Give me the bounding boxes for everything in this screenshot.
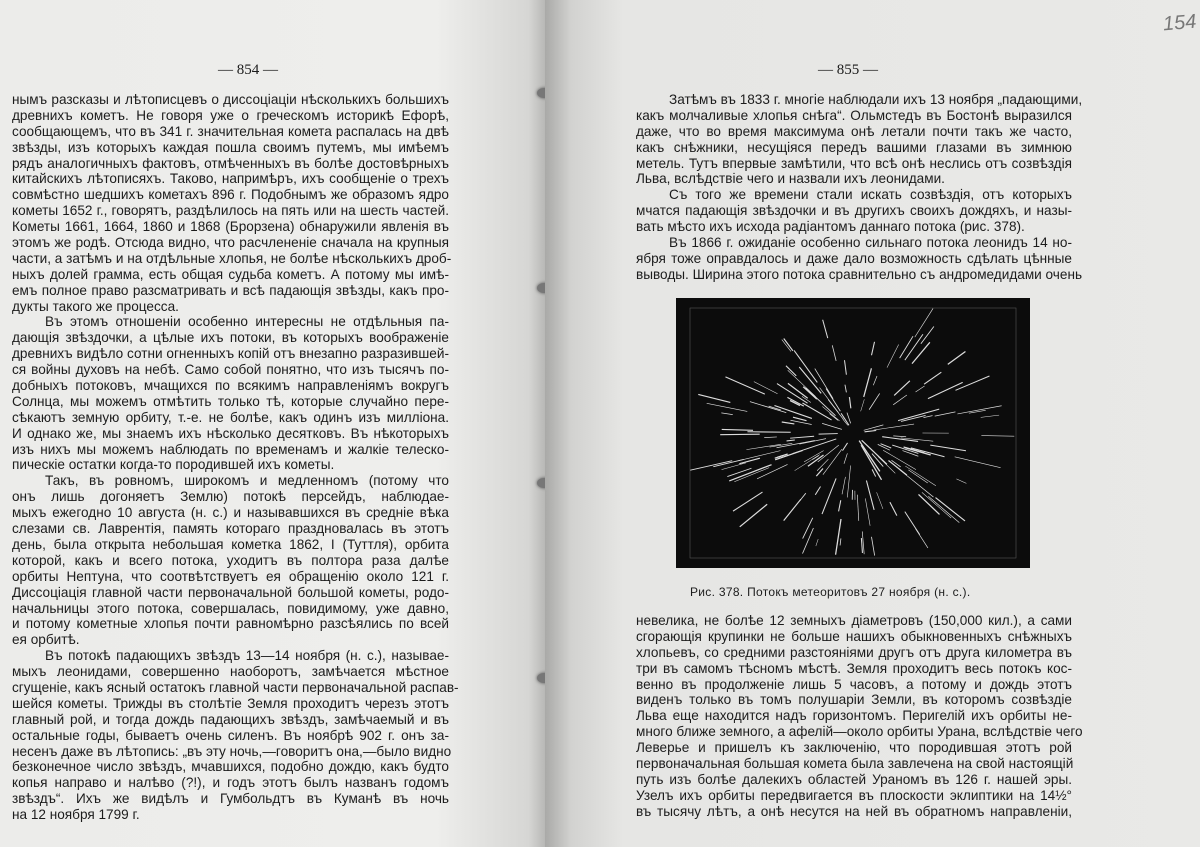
meteor-streak (844, 453, 847, 463)
meteor-streak (872, 469, 876, 476)
meteor-streak (865, 430, 877, 431)
left-page-text (12, 92, 459, 823)
meteor-streak (894, 381, 910, 396)
text-line: день, была открыта небольшая кометка 1862, I (Туттля), орбита (12, 536, 449, 552)
meteor-streak (905, 512, 920, 535)
meteor-streak (729, 465, 771, 481)
text-line: вать мѣсто ихъ исхода радіантомъ даннаго потока (рис. 378). (636, 219, 1025, 235)
text-line: сообщающемъ, что въ 341 г. значительная комета распалась на двѣ (12, 123, 449, 139)
left-page (0, 0, 545, 847)
text-line: древнихъ кометъ. Не говоря уже о греческомъ историкѣ Ефорѣ, (12, 107, 449, 123)
text-line: орбиты Нептуна, что соотвѣтствуетъ ея обращенію около 121 г. (12, 568, 449, 584)
meteor-streak (815, 369, 833, 399)
meteor-streak (847, 413, 851, 424)
meteor-streak (861, 445, 881, 480)
right-page-text-top (636, 92, 1083, 283)
text-line: этомъ же родѣ. Отсюда видно, что расчлененіе сначала на крупныя (12, 235, 449, 251)
meteor-streak (981, 415, 999, 417)
text-line: начальницы этого потока, совершалась, повидимому, уже давно, (12, 600, 449, 616)
figure-caption: Рис. 378. Потокъ метеоритовъ 27 ноября (н. с.). (690, 585, 971, 599)
text-line: Леверье и пришелъ къ заключенію, что породившая этотъ рой (636, 740, 1072, 756)
meteor-streak (793, 417, 807, 421)
text-line: ября тоже оправдалось и даже дало возможность сдѣлать цѣнные (636, 250, 1072, 266)
meteor-streak (799, 367, 821, 393)
page-number: — 855 — (818, 62, 878, 78)
text-line: главный рой, и тогда дождь падающихъ звѣздъ, замѣчаемый и въ (12, 711, 449, 727)
meteor-streak (784, 499, 801, 520)
meteor-streak (788, 383, 808, 398)
meteor-streak (877, 492, 883, 509)
meteor-streak (777, 440, 815, 447)
text-line: дукты такого же процесса. (12, 298, 179, 314)
meteor-streak (795, 455, 820, 471)
text-line: копья направо и налѣво (?!), и годъ этотъ былъ названъ годомъ (12, 775, 449, 791)
meteor-streak (861, 538, 862, 553)
text-line: метель. Тутъ впервые замѣтили, что всѣ онѣ неслись отъ созвѣздія (636, 155, 1072, 171)
meteor-streak (928, 382, 963, 398)
text-line: китайскихъ лѣтописяхъ. Таково, напримѣръ, ихъ сообщеніе о трехъ (12, 171, 449, 187)
meteor-streak (786, 366, 796, 376)
meteor-streak (887, 344, 899, 367)
text-line: емъ полное право разсматривать и всѣ падающія звѣзды, какъ про- (12, 282, 449, 298)
text-line: сгорающія крупинки не больше нашихъ обыкновенныхъ снѣжныхъ (636, 628, 1072, 644)
meteor-streak (774, 406, 811, 419)
handwritten-page-number: 154 (1162, 10, 1198, 36)
text-line: Кометы 1661, 1664, 1860 и 1868 (Брорзена) обнаружили явленія въ (12, 219, 449, 235)
meteor-streak (930, 445, 966, 451)
text-line: путь изъ болѣе далекихъ областей Ураномъ въ 126 г. нашей эры. (636, 771, 1072, 787)
text-line: сгущеніе, какъ ясный остатокъ главной части первоначальной распав- (12, 679, 459, 695)
meteor-streak (981, 436, 1014, 437)
text-line: древнихъ видѣло сотни огненныхъ копій отъ внезапно разразившей- (12, 346, 449, 362)
meteor-streak (898, 409, 939, 421)
meteor-streak (883, 450, 916, 469)
text-line: которой, какъ и всего потока, уходитъ въ полтора раза далѣе (12, 552, 449, 568)
text-line: мыхъ ежегодно 10 августа (н. с.) и называвшихся въ средніе вѣка (12, 505, 449, 521)
meteor-streak (893, 436, 906, 437)
meteor-streak (782, 422, 795, 424)
meteor-streak (915, 308, 933, 337)
meteor-streak (919, 494, 940, 514)
page-number: — 854 — (218, 62, 278, 78)
meteor-streak (900, 336, 913, 358)
text-line: и потому кометные хлопья почти равномѣрно разсѣялись по всей (12, 616, 449, 632)
meteor-streak (872, 342, 875, 355)
meteor-streak (790, 436, 814, 438)
meteor-streak (874, 424, 914, 430)
meteor-streak (849, 397, 850, 408)
text-line: безконечное число звѣздъ, мчавшихся, подобно дождю, какъ будто (12, 759, 449, 775)
text-line: Затѣмъ въ 1833 г. многіе наблюдали ихъ 13 ноября „падающими, (669, 92, 1083, 107)
meteor-streak (916, 386, 925, 392)
meteor-streak (721, 413, 732, 415)
meteor-streak (794, 350, 817, 382)
meteor-streak (822, 423, 842, 429)
text-line: звѣздъ“. Ихъ же видѣлъ и Гумбольдтъ въ Куманѣ въ ночь (12, 791, 449, 807)
meteor-streak (857, 495, 858, 521)
meteor-streak (956, 479, 966, 483)
meteor-streak (816, 468, 823, 476)
meteor-streak (864, 368, 872, 397)
meteor-streak (740, 504, 767, 527)
text-line: Диссоціація главной части первоначальной большой кометы, родо- (12, 584, 449, 600)
text-line: какъ снѣжники, несущіяся передъ вашими глазами въ зимнюю (636, 139, 1072, 155)
text-line: рядъ аналогичныхъ фактовъ, отмѣченныхъ въ болѣе достовѣрныхъ (12, 155, 449, 171)
text-line: слезами св. Лаврентія, память котораго праздновалась въ этотъ (12, 521, 449, 537)
meteor-streak (747, 432, 790, 433)
text-line: хлопьевъ, со средними разстояніями другъ отъ друга километра въ (636, 644, 1072, 660)
meteor-streak (690, 461, 732, 471)
text-line: остальные годы, бываетъ очень силенъ. Въ ноябрѣ 902 г. онъ за- (12, 727, 449, 743)
text-line: И однако же, мы знаемъ ихъ нѣсколько десятковъ. Въ нѣкоторыхъ (12, 425, 449, 441)
text-line: дающія звѣздочки, а цѣлые ихъ потоки, въ которыхъ воображеніе (12, 330, 449, 346)
text-line: кометы 1652 г., говорятъ, раздѣлилось на пять или на шесть частей. (12, 203, 449, 219)
text-line: даже, что во время максимума онѣ летали почти такъ же часто, (636, 123, 1072, 139)
text-line: Въ потокѣ падающихъ звѣздъ 13—14 ноября (н. с.), называе- (45, 648, 449, 664)
text-line: шейся кометы. Трижды въ столѣтіе Земля проходитъ черезъ этотъ (12, 695, 449, 711)
meteor-streak (725, 377, 764, 394)
meteor-streak (869, 393, 880, 409)
text-line: выводы. Ширина этого потока сравнительно съ андромедидами очень (636, 266, 1083, 282)
meteor-streak (815, 486, 820, 494)
meteor-streak (842, 443, 847, 451)
figure-frame (690, 308, 1016, 558)
meteor-streak (955, 457, 1001, 468)
meteor-streak (803, 528, 814, 554)
meteor-streak (873, 376, 877, 385)
meteor-streak (957, 406, 1001, 414)
text-line: Льва еще находится надъ горизонтомъ. Перигелій ихъ орбиты не- (636, 708, 1072, 724)
text-line: три въ самомъ тѣсномъ мѣстѣ. Земля проходитъ весь потокъ кос- (636, 660, 1072, 676)
meteor-streak (698, 394, 730, 402)
text-line: Льва, вслѣдствіе чего и назвали ихъ леонидами. (636, 171, 945, 187)
meteor-streak (881, 444, 892, 448)
right-page-text-bottom (636, 613, 1083, 820)
text-line: много ближе земного, а афелій—около орбиты Урана, вслѣдствіе чего (636, 724, 1083, 740)
text-line: Въ 1866 г. ожиданіе особенно сильнаго потока леонидъ 14 но- (669, 235, 1072, 251)
meteor-streak (847, 466, 850, 498)
text-line: Солнца, мы можемъ отмѣтить только тѣ, которые случайно пере- (12, 393, 449, 409)
text-line: ся войны духовъ на небѣ. Само собой понятно, что изъ тысячъ по- (12, 362, 449, 378)
meteor-streak (803, 518, 813, 539)
meteor-streak (802, 403, 831, 420)
meteor-streak (908, 470, 927, 483)
meteor-shower-figure (676, 298, 1030, 568)
text-line: совмѣстно шедшихъ кометахъ 896 г. Подобнымъ же образомъ ядро (12, 187, 449, 203)
meteor-streak (764, 437, 777, 438)
text-line: ея орбитѣ. (12, 632, 80, 648)
meteor-streak (871, 537, 874, 556)
meteor-streak (969, 410, 986, 413)
meteor-streak (840, 538, 841, 545)
meteor-streak (905, 466, 936, 486)
text-line: онъ лишь догоняетъ Землю) потокѣ персейдъ, наблюдае- (12, 489, 449, 505)
meteor-streak (928, 496, 959, 522)
meteor-streak (722, 429, 753, 430)
meteor-streak (819, 434, 838, 435)
meteor-streak (839, 500, 841, 511)
meteor-streak (803, 387, 817, 399)
meteor-streak (844, 360, 846, 375)
meteor-streak (948, 351, 966, 364)
meteor-streak (787, 440, 795, 441)
text-line: невелика, не болѣе 12 земныхъ діаметровъ (150,000 кил.), а сами (636, 613, 1072, 628)
meteor-streak (935, 412, 956, 416)
text-line: какъ молчаливые хлопья снѣга“. Ольмстедъ въ Бостонѣ выразился (636, 107, 1072, 123)
meteor-streak (865, 498, 870, 525)
text-line: сѣкаютъ земную орбиту, т.-е. не болѣе, какъ одинъ изъ милліона. (12, 409, 449, 425)
text-line: несенъ даже въ лѣтопись: „въ эту ночь,—говоритъ она,—было видно (12, 743, 452, 759)
text-line: нымъ разсказы и лѣтописцевъ о диссоціаціи нѣсколькихъ большихъ (12, 92, 449, 107)
meteor-streak (754, 382, 778, 394)
text-line: ныхъ долей грамма, есть общая судьба кометъ. А потому мы имѣ- (12, 266, 449, 282)
meteor-streak (866, 480, 874, 509)
meteor-streak (845, 385, 846, 393)
meteor-streak (842, 477, 845, 494)
meteor-streak (757, 464, 787, 478)
text-line: звѣзды, изъ которыхъ каждая пошла своимъ путемъ, мы имѣемъ (12, 139, 449, 155)
text-line: изъ нихъ мы можемъ наблюдать по временамъ и жалкіе телеско- (12, 441, 449, 457)
text-line: добныхъ потоковъ, мчащихся по всякимъ направленіямъ вокругъ (12, 378, 449, 394)
meteor-streak (784, 338, 793, 350)
text-line: виденъ только въ томъ полушаріи Земли, въ которомъ созвѣздіе (636, 692, 1072, 708)
meteor-stream-image (676, 298, 1030, 568)
text-line: части, а затѣмъ и на отдѣльные хлопья, не болѣе нѣсколькихъ дроб- (12, 250, 452, 266)
meteor-streak (707, 403, 748, 411)
meteor-streak (816, 539, 818, 546)
text-line: первоначальная большая комета была завлечена на свой настоящій (636, 756, 1074, 772)
meteor-streak (822, 406, 839, 420)
meteor-streak (822, 478, 836, 514)
meteor-streak (739, 458, 760, 463)
text-line: венно въ продолженіе лишь 5 часовъ, а потому и дождь этотъ (636, 676, 1072, 692)
meteor-streak (859, 441, 880, 472)
meteor-streak (890, 502, 897, 515)
text-line: Съ того же времени стали искать созвѣздія, отъ которыхъ (669, 187, 1072, 203)
meteor-streak (727, 468, 751, 476)
meteor-streak (905, 334, 923, 360)
text-line: мчатся падающія звѣздочки и въ другихъ своихъ дождяхъ, и назы- (636, 203, 1072, 219)
meteor-streak (738, 451, 780, 461)
text-line: пическіе остатки когда-то породившей ихъ кометы. (12, 457, 335, 473)
text-line: Узелъ ихъ орбиты передвигается въ плоскости эклиптики на 14½° (636, 787, 1072, 803)
meteor-streak (832, 345, 836, 361)
text-line: мыхъ леонидами, совершенно наоборотъ, замѣчается мѣстное (12, 664, 449, 680)
meteor-streak (861, 399, 865, 411)
meteor-streak (733, 492, 762, 511)
meteor-streak (922, 492, 951, 518)
meteor-streak (804, 451, 824, 462)
meteor-streak (746, 444, 781, 449)
meteor-streak (823, 320, 828, 338)
meteor-streak (924, 372, 941, 384)
meteor-streak (734, 468, 769, 482)
text-line: Въ этомъ отношеніи особенно интересны не отдѣльныя па- (45, 314, 449, 330)
meteor-streak (836, 519, 841, 555)
text-line: Такъ, въ ровномъ, широкомъ и медленномъ (потому что (45, 473, 449, 489)
meteor-streak (893, 395, 907, 405)
meteor-streak (864, 425, 884, 430)
text-line: въ тысячу лѣтъ, а онѣ несутся на ней въ обратномъ направленіи, (636, 803, 1072, 819)
text-line: на 12 ноября 1799 г. (12, 807, 140, 823)
